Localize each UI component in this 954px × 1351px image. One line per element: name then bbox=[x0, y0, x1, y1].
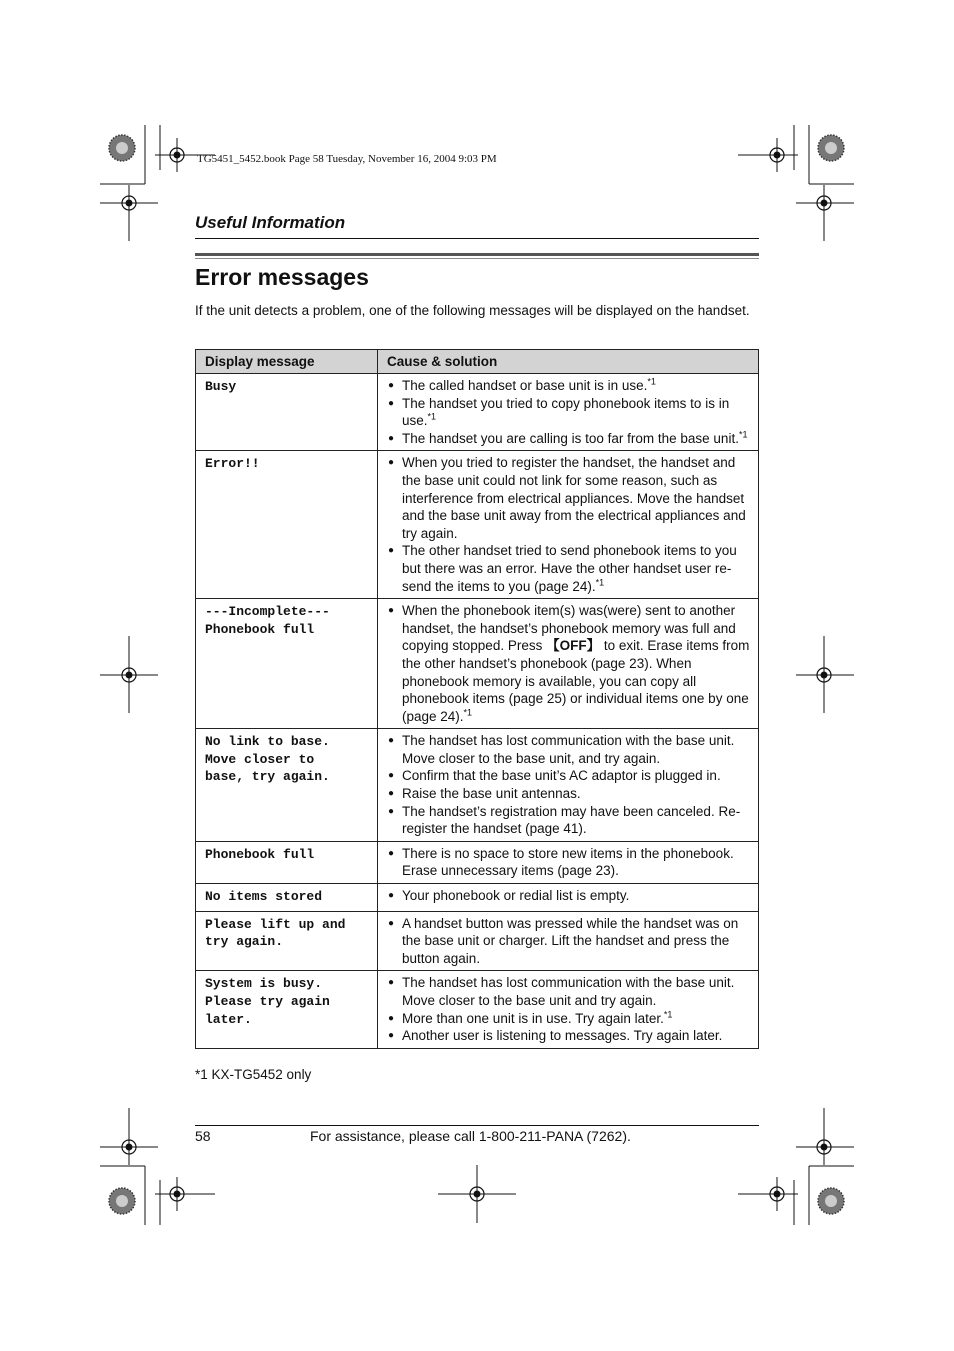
cause-list bbox=[388, 915, 750, 968]
display-message-cell: No items stored bbox=[196, 884, 378, 912]
cause-item bbox=[388, 845, 750, 880]
cause-text: The called handset or base unit is in use. bbox=[402, 378, 648, 393]
cause-item bbox=[388, 430, 750, 448]
title-divider bbox=[195, 253, 759, 259]
cause-item bbox=[388, 1010, 750, 1028]
cause-item bbox=[388, 887, 750, 905]
cause-item bbox=[388, 785, 750, 803]
display-message-cell: Phonebook full bbox=[196, 841, 378, 883]
table-row bbox=[196, 971, 759, 1048]
cause-text: The handset has lost communication with the base unit. Move closer to the base unit and try again. bbox=[402, 975, 735, 1008]
assistance-note: For assistance, please call 1-800-211-PANA (7262). bbox=[310, 1128, 631, 1144]
cause-solution-cell bbox=[378, 971, 759, 1048]
display-message-cell: No link to base. Move closer to base, try again. bbox=[196, 729, 378, 842]
cause-text: to exit. Erase items from the other handset’s phonebook (page 23). When phonebook memory is available, you can copy all phonebook items (page 25) or individual items one by one (page 24). bbox=[402, 638, 750, 724]
table-row bbox=[196, 729, 759, 842]
footnote-reference: *1 bbox=[427, 411, 437, 422]
display-message-cell: Error!! bbox=[196, 451, 378, 599]
cause-text: The handset you are calling is too far from the base unit. bbox=[402, 430, 739, 446]
cause-item bbox=[388, 377, 750, 395]
cause-item bbox=[388, 395, 750, 430]
cause-text: Another user is listening to messages. Try again later. bbox=[402, 1028, 723, 1044]
cause-solution-cell bbox=[378, 599, 759, 729]
display-message-cell: ---Incomplete--- Phonebook full bbox=[196, 599, 378, 729]
cause-item bbox=[388, 602, 750, 725]
cause-text: More than one unit is in use. Try again later. bbox=[402, 1010, 664, 1026]
cause-item bbox=[388, 732, 750, 767]
cause-text: The handset has lost communication with the base unit. Move closer to the base unit, and try again. bbox=[402, 733, 735, 766]
cause-list bbox=[388, 887, 750, 905]
cause-list bbox=[388, 602, 750, 725]
footnote-reference: *1 bbox=[595, 577, 605, 588]
cause-item bbox=[388, 767, 750, 785]
cause-item bbox=[388, 803, 750, 838]
cause-item bbox=[388, 915, 750, 968]
cause-text: Confirm that the base unit’s AC adaptor is plugged in. bbox=[402, 768, 721, 784]
intro-paragraph: If the unit detects a problem, one of the following messages will be displayed on the handset. bbox=[195, 303, 750, 318]
off-key-label: 【OFF】 bbox=[546, 638, 601, 654]
table-row bbox=[196, 911, 759, 971]
cause-list bbox=[388, 377, 750, 447]
table-row bbox=[196, 599, 759, 729]
cause-text: There is no space to store new items in the phonebook. Erase unnecessary items (page 23). bbox=[402, 845, 734, 879]
error-messages-table bbox=[195, 349, 759, 1049]
display-message-cell: Please lift up and try again. bbox=[196, 911, 378, 971]
cause-item bbox=[388, 454, 750, 542]
table-row bbox=[196, 841, 759, 883]
cause-solution-cell bbox=[378, 374, 759, 451]
table-row bbox=[196, 374, 759, 451]
cause-text: The other handset tried to send phonebook items to you but there was an error. Have the other handset user re-send the items to you (page 24). bbox=[402, 543, 737, 594]
cause-text: Your phonebook or redial list is empty. bbox=[402, 888, 630, 904]
footer-divider bbox=[195, 1125, 759, 1126]
footnote: *1 KX-TG5452 only bbox=[195, 1067, 312, 1082]
cause-solution-cell bbox=[378, 729, 759, 842]
display-message-cell: System is busy. Please try again later. bbox=[196, 971, 378, 1048]
section-divider bbox=[195, 238, 759, 239]
table-header-row bbox=[196, 350, 759, 374]
footnote-reference: *1 bbox=[463, 707, 473, 718]
column-header-cause-solution: Cause & solution bbox=[378, 350, 759, 374]
cause-solution-cell bbox=[378, 884, 759, 912]
cause-text: Raise the base unit antennas. bbox=[402, 786, 581, 802]
cause-solution-cell bbox=[378, 451, 759, 599]
cause-item bbox=[388, 974, 750, 1009]
footnote-reference: *1 bbox=[663, 1009, 673, 1020]
footnote-reference: *1 bbox=[647, 376, 656, 387]
cause-list bbox=[388, 454, 750, 595]
cause-list bbox=[388, 845, 750, 880]
cause-text: When the phonebook item(s) was(were) sent to another handset, the handset’s phonebook memory was full and copying stopped. Press bbox=[402, 603, 736, 654]
footnote-reference: *1 bbox=[738, 429, 748, 440]
table-row bbox=[196, 884, 759, 912]
section-label: Useful Information bbox=[195, 213, 346, 232]
cause-text: A handset button was pressed while the handset was on the base unit or charger. Lift the handset and press the button again. bbox=[402, 915, 739, 966]
cause-text: The handset’s registration may have been canceled. Re-register the handset (page 41). bbox=[402, 803, 741, 837]
cause-item bbox=[388, 542, 750, 595]
cause-item bbox=[388, 1027, 750, 1045]
print-header: TG5451_5452.book Page 58 Tuesday, November 16, 2004 9:03 PM bbox=[197, 153, 497, 165]
cause-list bbox=[388, 974, 750, 1044]
page-number: 58 bbox=[195, 1128, 211, 1144]
cause-list bbox=[388, 732, 750, 838]
display-message-cell: Busy bbox=[196, 374, 378, 451]
page-title: Error messages bbox=[195, 264, 369, 290]
cause-text: The handset you tried to copy phonebook items to is in use. bbox=[402, 395, 730, 429]
column-header-display-message: Display message bbox=[196, 350, 378, 374]
table-row bbox=[196, 451, 759, 599]
cause-solution-cell bbox=[378, 841, 759, 883]
cause-solution-cell bbox=[378, 911, 759, 971]
cause-text: When you tried to register the handset, the handset and the base unit could not link for some reason, such as interference from electrical appliances. Move the handset and the base unit away from the electrical appliances and try again. bbox=[402, 455, 746, 541]
table-body bbox=[196, 374, 759, 1049]
